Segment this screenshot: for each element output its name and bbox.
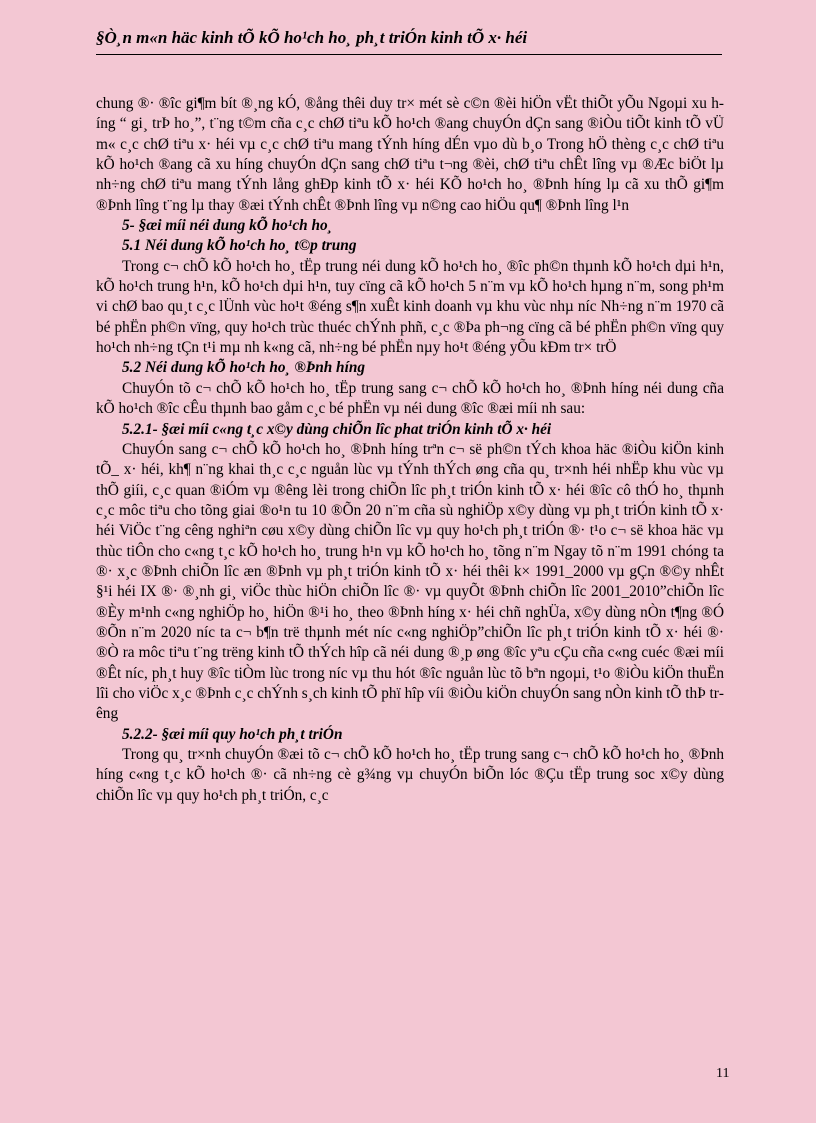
paragraph-5-2: ChuyÓn tõ c¬ chÕ kÕ ho¹ch ho¸ tËp trung sang c¬ chÕ kÕ ho¹ch ho¸ ®Þnh híng néi dung cña kÕ ho¹ch ®îc cÊu thµnh bao gåm c¸c bé phËn vµ néi dung ®îc ®æi míi nh sau:	[96, 379, 724, 418]
document-body	[96, 94, 724, 806]
heading-section-5-2: 5.2 Néi dung kÕ ho¹ch ho¸ ®Þnh híng	[122, 359, 365, 377]
paragraph-5-2-1: ChuyÓn sang c¬ chÕ kÕ ho¹ch ho¸ ®Þnh híng trªn c¬ së ph©n tÝch khoa häc ®iÒu kiÖn kinh tÕ_ x· héi, kh¶ n¨ng khai th¸c c¸c nguån lùc vµ tÝnh thÝch øng cña qu¸ tr×nh héi nhËp khu vùc vµ thÕ giíi, c¸c quan ®iÓm vµ ®êng lèi trong chiÕn lîc ph¸t triÓn kinh tÕ x· héi ®îc cô thÓ ho¸ thµnh c¸c môc tiªu cho tõng giai ®o¹n tu 10 ®Õn 20 n¨m cña sù nghiÖp x©y dùng vµ ph¸t triÓn kinh tÕ x· héi ViÖc t¨ng cêng nghiªn cøu x©y dùng chiÕn lîc vµ quy ho¹ch ph¸t triÓn ®· t¹o c¬ së khoa häc vµ thùc tiÔn cho c«ng t¸c kÕ ho¹ch ho¸ trung h¹n vµ kÕ ho¹ch ho¸ tõng n¨m Ngay tõ n¨m 1991 chóng ta ®· x¸c ®Þnh chiÕn lîc æn ®Þnh vµ ph¸t triÓn kinh tÕ x· héi thêi k× 1991_2000 vµ gÇn ®©y nhÊt §¹i héi IX ®· ®¸nh gi¸ viÖc thùc hiÖn chiÕn lîc ®· vµ quyÕt ®Þnh chiÕn lîc 2001_2010”chiÕn lîc ®Èy m¹nh c«ng nghiÖp ho¸ hiÖn ®¹i ho¸ theo ®Þnh híng x· héi chñ nghÜa, x©y dùng nÒn t¶ng ®Ó ®Õn n¨m 2020 níc ta c¬ b¶n trë thµnh mét níc c«ng nghiÖp”chiÕn lîc ph¸t triÓn kinh tÕ x· héi ®· ®Ò ra môc tiªu t¨ng trëng kinh tÕ thÝch hîp cã néi dung ®¸p øng ®îc yªu cÇu cña c«ng cuéc ®æi míi ®Êt níc, ph¸t huy ®îc tiÒm lùc trong níc vµ thu hót ®îc nguån lùc tõ bªn ngoµi, t¹o ®iÒu kiÖn thuËn lîi cho viÖc x¸c ®Þnh c¸c chÝnh s¸ch kinh tÕ phï hîp víi ®iÒu kiÖn chuyÓn sang nÒn kinh tÕ thÞ trêng	[96, 440, 724, 723]
page-header: §Ò¸n m«n häc kinh tÕ kÕ ho¹ch ho¸ ph¸t triÓn kinh tÕ x· héi	[96, 28, 722, 55]
page-number: 11	[716, 1066, 730, 1081]
paragraph-intro: chung ®· ®îc gi¶m bít ®¸ng kÓ, ®ång thêi duy tr× mét sè c©n ®èi hiÖn vËt thiÕt yÕu Ngoµi xu híng “ gi¸ trÞ ho¸”, t¨ng t©m cña c¸c chØ tiªu kÕ ho¹ch ®ang chuyÓn dÇn sang ®iÒu tiÕt kinh tÕ vÜ m« c¸c chØ tiªu x· héi vµ c¸c chØ tiªu mang tÝnh híng dÉn vµo dù b¸o Trong hÖ thèng c¸c chØ tiªu kÕ ho¹ch ®ang cã xu híng chuyÓn dÇn sang chØ tiªu t¬ng ®èi, chØ tiªu chÊt lîng vµ ®Æc biÖt lµ nh÷ng chØ tiªu mang tÝnh lång ghÐp kinh tÕ x· héi KÕ ho¹ch ho¸ ®Þnh híng lµ cã xu thÕ gi¶m ®Þnh lîng t¨ng lµ thay ®æi tÝnh chÊt ®Þnh lîng vµ n©ng cao hiÖu qu¶ ®Þnh lîng l¹n	[96, 95, 724, 214]
paragraph-5-1: Trong c¬ chÕ kÕ ho¹ch ho¸ tËp trung néi dung kÕ ho¹ch ho¸ ®îc ph©n thµnh kÕ ho¹ch dµi h¹n, kÕ ho¹ch trung h¹n, kÕ ho¹ch dµi h¹n, tuy cïng cã kÕ ho¹ch 5 n¨m vµ kÕ ho¹ch hµng n¨m, song ph¹m vi chØ bao qu¸t c¸c lÜnh vùc ho¹t ®éng s¶n xuÊt kinh doanh vµ khu vùc nhµ níc Nh÷ng n¨m 1970 cã bé phËn ph©n vïng, quy ho¹ch trùc thuéc chÝnh phñ, c¸c ®Þa ph¬ng cïng cã bé phËn ph©n vïng quy ho¹ch nh÷ng tÇn t¹i mµ nh k«ng cã, nh÷ng bé phËn nµy ho¹t ®éng yÕu kÐm tr× trÖ	[96, 257, 724, 357]
heading-section-5-1: 5.1 Néi dung kÕ ho¹ch ho¸ t©p trung	[122, 237, 357, 255]
heading-section-5-2-1: 5.2.1- §æi míi c«ng t¸c x©y dùng chiÕn lîc phat triÓn kinh tÕ x· héi	[122, 420, 552, 438]
heading-section-5-2-2: 5.2.2- §æi míi quy ho¹ch ph¸t triÓn	[122, 725, 343, 743]
paragraph-5-2-2: Trong qu¸ tr×nh chuyÓn ®æi tõ c¬ chÕ kÕ ho¹ch ho¸ tËp trung sang c¬ chÕ kÕ ho¹ch ho¸ ®Þnh híng c«ng t¸c kÕ ho¹ch ®· cã nh÷ng cè g¾ng vµ chuyÓn biÕn lóc ®Çu tËp trung soc x©y dùng chiÕn lîc vµ quy ho¹ch ph¸t triÓn, c¸c	[96, 746, 724, 804]
heading-section-5: 5- §æi míi néi dung kÕ ho¹ch ho¸	[122, 217, 333, 235]
